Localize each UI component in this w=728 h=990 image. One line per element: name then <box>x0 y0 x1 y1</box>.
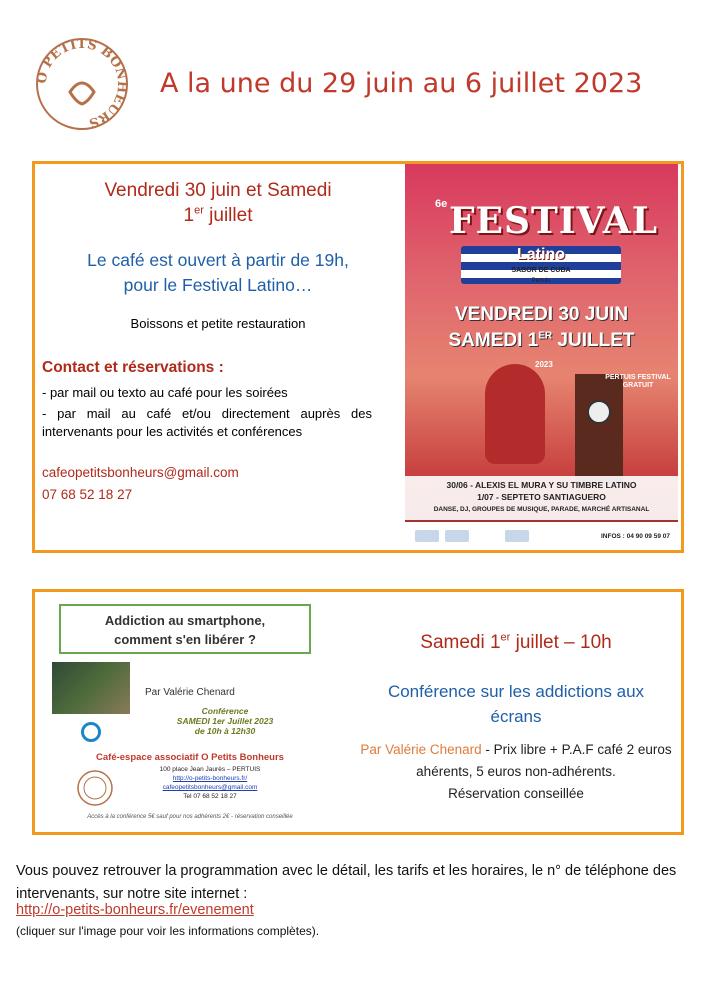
clock-tower-illustration <box>575 374 623 484</box>
small-brand-logo-icon <box>75 768 115 808</box>
conference-date-title: Samedi 1er juillet – 10h <box>420 631 612 653</box>
poster-activities: DANSE, DJ, GROUPES DE MUSIQUE, PARADE, MARCHÉ ARTISANAL <box>433 506 650 513</box>
events-link[interactable]: http://o-petits-bonheurs.fr/evenement <box>16 902 254 918</box>
event-card-festival <box>32 161 684 553</box>
poster-date2: SAMEDI 1ER JUILLET <box>448 330 635 351</box>
sponsor-logo-icon <box>505 530 529 542</box>
flyer-address: 100 place Jean Jaurès – PERTUIS http://o-petits-bonheurs.fr/ cafeopetitsbonheurs@gmail.com Tel 07 68 52 18 27 <box>159 766 261 800</box>
festival-poster-image[interactable] <box>405 164 678 550</box>
poster-free: PERTUIS FESTIVAL GRATUIT <box>605 374 671 389</box>
contact-lines <box>42 384 372 444</box>
page-title: A la une du 29 juin au 6 juillet 2023 <box>160 68 643 99</box>
classroom-photo <box>52 662 130 714</box>
sponsor-logo-icon <box>415 530 439 542</box>
footer-note: (cliquer sur l'image pour voir les informations complètes). <box>16 924 320 938</box>
flyer-site-link[interactable]: http://o-petits-bonheurs.fr/ <box>172 775 248 782</box>
brand-logo[interactable] <box>32 34 132 134</box>
event-subtitle: Le café est ouvert à partir de 19h, pour le Festival Latino… <box>87 250 349 295</box>
flyer-speaker: Par Valérie Chenard <box>145 687 235 698</box>
speaker-name: Par Valérie Chenard <box>360 742 482 757</box>
contact-line: - par mail au café et/ou directement auprès des intervenants pour les activités et conférences <box>42 406 372 439</box>
reservation-note: Réservation conseillée <box>448 786 584 801</box>
event-date-title: Vendredi 30 juin et Samedi 1er juillet <box>104 180 332 226</box>
conference-details: Par Valérie Chenard - Prix libre + P.A.F café 2 euros ahérents, 5 euros non-adhérents. Réservation conseillée <box>360 742 672 801</box>
poster-infos: INFOS : 04 90 09 59 07 <box>600 533 670 540</box>
flyer-title: Addiction au smartphone, comment s'en libérer ? <box>59 604 311 654</box>
flyer-access-note: Accès à la conférence 5€ sauf pour nos adhérents 2€ - réservation conseillée <box>87 814 293 820</box>
poster-edition: 6e <box>435 198 448 210</box>
contact-heading: Contact et réservations : <box>42 359 224 376</box>
svg-text:O PETITS BONHEURS: O PETITS BONHEURS <box>34 36 130 131</box>
clock-icon <box>587 400 611 424</box>
circular-wordmark-logo-icon <box>32 34 132 134</box>
dancer-illustration <box>485 364 545 464</box>
contact-phone[interactable]: 07 68 52 18 27 <box>42 487 133 502</box>
poster-city: Pertuis <box>531 278 551 284</box>
poster-lineup-2: 1/07 - SEPTETO SANTIAGUERO <box>477 492 606 502</box>
contact-line: - par mail ou texto au café pour les soirées <box>42 385 288 400</box>
contact-email[interactable]: cafeopetitsbonheurs@gmail.com <box>42 465 239 480</box>
poster-lineup-1: 30/06 - ALEXIS EL MURA Y SU TIMBRE LATINO <box>446 480 637 490</box>
poster-year: 2023 <box>535 360 553 369</box>
flyer-conference-info: Conférence SAMEDI 1er Juillet 2023 de 10h à 12h30 <box>176 706 274 736</box>
poster-festival: FESTIVAL <box>449 200 659 242</box>
flyer-cafe-name: Café-espace associatif O Petits Bonheurs <box>96 752 284 763</box>
drinks-note: Boissons et petite restauration <box>130 316 306 331</box>
poster-sabor: SABOR DE CUBA <box>511 267 571 274</box>
e-logo-icon <box>81 722 101 742</box>
poster-date1: VENDREDI 30 JUIN <box>454 304 629 325</box>
poster-latino: Latino <box>517 246 565 263</box>
footer-text: Vous pouvez retrouver la programmation avec le détail, les tarifs et les horaires, le n° de téléphone des intervenants, sur notre site internet : <box>16 863 677 902</box>
conference-flyer-image[interactable] <box>45 600 335 826</box>
conference-subject: Conférence sur les addictions aux écrans <box>387 682 645 726</box>
flyer-mail-link[interactable]: cafeopetitsbonheurs@gmail.com <box>162 784 258 791</box>
event-card-conference <box>32 589 684 835</box>
sponsor-logo-icon <box>445 530 469 542</box>
